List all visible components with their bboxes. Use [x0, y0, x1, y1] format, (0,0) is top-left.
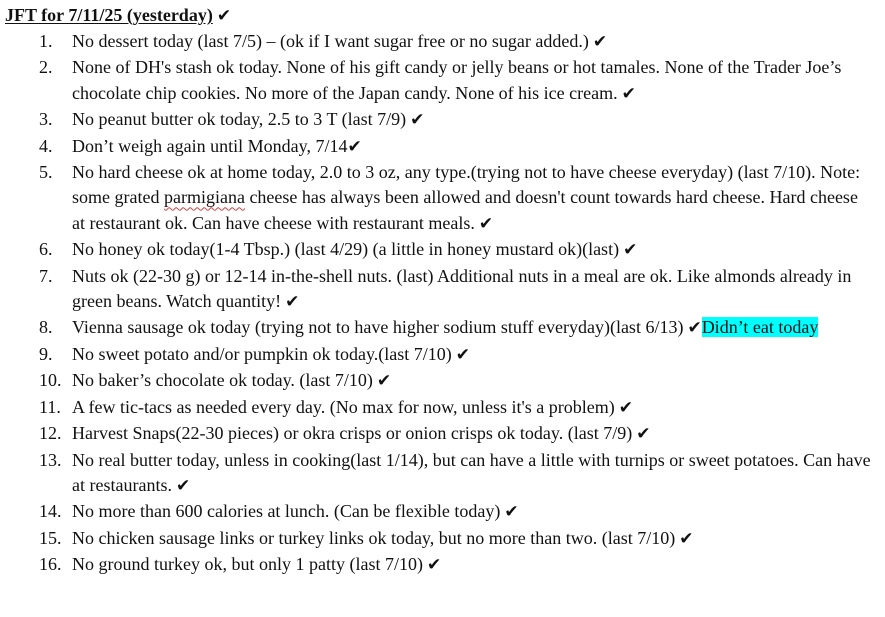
check-icon: ✔	[376, 371, 392, 392]
item-number: 5.	[39, 162, 53, 183]
spellcheck-word: parmigiana	[163, 187, 245, 208]
list-item	[5, 107, 875, 133]
list-item	[5, 160, 875, 237]
list-item	[5, 315, 875, 341]
item-text: Harvest Snaps(22-30 pieces) or okra crisps or onion crisps ok today. (last 7/9)	[72, 423, 633, 444]
highlighted-note: Didn’t eat today	[701, 317, 819, 338]
list-item	[5, 237, 875, 263]
item-number: 12.	[39, 423, 62, 444]
item-text: No honey ok today(1-4 Tbsp.) (last 4/29) (a little in honey mustard ok)(last)	[72, 239, 620, 260]
check-icon: ✔	[636, 424, 651, 445]
check-icon: ✔	[618, 397, 633, 418]
list-item	[5, 552, 875, 578]
check-icon: ✔	[455, 344, 471, 365]
list-item	[5, 448, 875, 500]
check-icon: ✔	[592, 32, 608, 52]
item-number: 7.	[39, 265, 53, 286]
list-item	[5, 342, 875, 368]
check-icon: ✔	[285, 292, 300, 313]
list-item	[5, 395, 875, 421]
list-item	[5, 368, 875, 394]
check-icon: ✔	[175, 475, 191, 496]
list-item	[5, 526, 875, 552]
item-number: 1.	[39, 31, 53, 51]
item-text-after: cheese has always been allowed and doesn't count towards hard cheese. Hard cheese at restaurant ok. Can have cheese with restaurant meals.	[72, 187, 858, 233]
check-icon: ✔	[679, 528, 694, 549]
check-icon: ✔	[410, 110, 425, 131]
item-text: No more than 600 calories at lunch. (Can be flexible today)	[72, 501, 501, 522]
item-text: Nuts ok (22-30 g) or 12-14 in-the-shell nuts. (last) Additional nuts in a meal are ok. Like almonds already in green beans. Watch quantity!	[72, 265, 852, 312]
list-item	[5, 29, 875, 55]
item-number: 4.	[39, 135, 53, 156]
item-text: No real butter today, unless in cooking(last 1/14), but can have a little with turnips or sweet potatoes. Can have at restaurants.	[72, 449, 871, 495]
item-text: No chicken sausage links or turkey links ok today, but no more than two. (last 7/10)	[72, 527, 676, 548]
check-icon: ✔	[623, 240, 638, 261]
check-icon: ✔	[426, 555, 442, 576]
check-icon: ✔	[347, 136, 362, 157]
list-item	[5, 421, 875, 447]
item-number: 3.	[39, 109, 53, 130]
title-check-icon: ✔	[216, 6, 232, 26]
item-text-before: No hard cheese ok at home today, 2.0 to 3 oz, any type.(trying not to have cheese everyday) (last 7/10). Note: some grated	[72, 162, 861, 208]
item-text: No ground turkey ok, but only 1 patty (last 7/10)	[72, 554, 423, 575]
rules-list	[5, 29, 875, 579]
item-text: No dessert today (last 7/5) – (ok if I want sugar free or no sugar added.)	[72, 31, 589, 51]
item-number: 8.	[39, 317, 53, 338]
item-text: No baker’s chocolate ok today. (last 7/10)	[72, 370, 373, 391]
list-item	[5, 134, 875, 160]
item-number: 15.	[39, 527, 62, 548]
list-item	[5, 264, 875, 316]
list-item	[5, 55, 875, 107]
item-number: 9.	[39, 343, 53, 364]
item-number: 10.	[39, 370, 62, 391]
item-text: No peanut butter ok today, 2.5 to 3 T (last 7/9)	[72, 109, 407, 130]
title-text: JFT for 7/11/25 (yesterday)	[5, 5, 213, 25]
check-icon: ✔	[478, 213, 494, 234]
check-icon: ✔	[504, 502, 519, 523]
item-number: 11.	[39, 396, 61, 417]
check-icon: ✔	[687, 318, 702, 339]
item-number: 14.	[39, 501, 62, 522]
item-text: A few tic-tacs as needed every day. (No max for now, unless it's a problem)	[72, 396, 615, 417]
item-text: Don’t weigh again until Monday, 7/14	[72, 135, 348, 156]
item-number: 13.	[39, 449, 62, 470]
item-text: Vienna sausage ok today (trying not to have higher sodium stuff everyday)(last 6/13)	[72, 317, 684, 338]
item-text: No sweet potato and/or pumpkin ok today.(last 7/10)	[72, 343, 452, 364]
item-text: None of DH's stash ok today. None of his gift candy or jelly beans or hot tamales. None of the Trader Joe’s chocolate chip cookies. No more of the Japan candy. None of his ice cream.	[72, 57, 842, 103]
item-number: 6.	[39, 239, 53, 260]
page-title	[5, 4, 875, 27]
check-icon: ✔	[621, 83, 636, 104]
item-number: 16.	[39, 554, 62, 575]
list-item	[5, 499, 875, 525]
item-number: 2.	[39, 57, 53, 78]
